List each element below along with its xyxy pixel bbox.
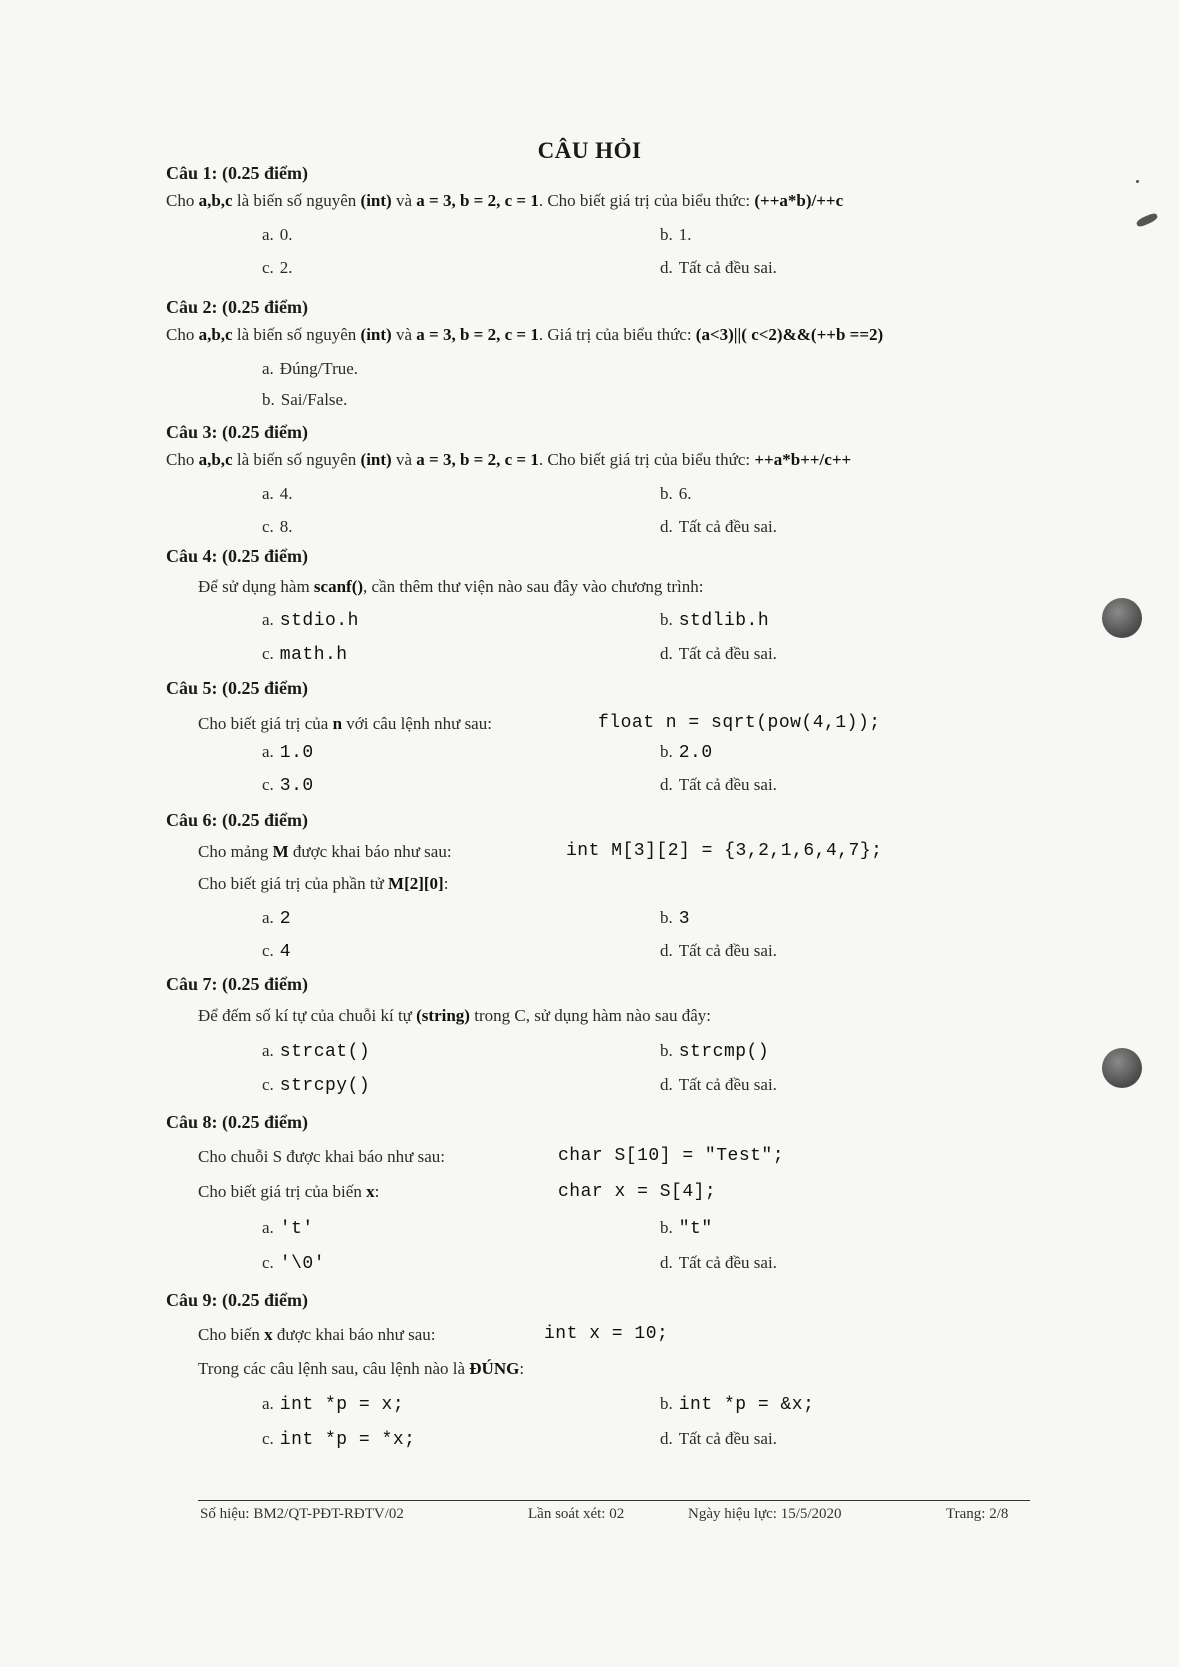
option-label: b.	[660, 908, 673, 927]
option-value: strcpy()	[279, 1076, 371, 1096]
option-value: strcmp()	[678, 1042, 770, 1062]
text-bold: a,b,c	[198, 450, 233, 469]
option-label: b.	[660, 484, 673, 503]
text-segment: và	[391, 191, 417, 210]
option-value: Tất cả đều sai.	[678, 1075, 777, 1094]
footer-document-code: Số hiệu: BM2/QT-PĐT-RĐTV/02	[200, 1506, 404, 1522]
punch-hole-mark	[1102, 1048, 1142, 1088]
option-value: Tất cả đều sai.	[678, 941, 777, 960]
code-snippet: char x = S[4];	[558, 1182, 717, 1202]
option-b[interactable]	[660, 742, 713, 763]
code-snippet: int M[3][2] = {3,2,1,6,4,7};	[566, 841, 883, 861]
option-value: 2.0	[678, 743, 713, 763]
question-heading: Câu 6: (0.25 điểm)	[166, 810, 308, 830]
text-segment: và	[391, 325, 417, 344]
option-label: d.	[660, 644, 673, 663]
text-segment: . Cho biết giá trị của biểu thức:	[538, 450, 755, 469]
option-label: c.	[262, 258, 274, 277]
text-segment: Cho	[166, 450, 199, 469]
option-value: int *p = x;	[279, 1395, 405, 1415]
option-label: d.	[660, 517, 673, 536]
code-snippet: int x = 10;	[544, 1324, 669, 1344]
option-label: a.	[262, 610, 274, 629]
option-label: b.	[660, 610, 673, 629]
option-value: 3.0	[279, 776, 314, 796]
option-c[interactable]	[262, 1253, 325, 1274]
option-label: d.	[660, 1075, 673, 1094]
question-heading: Câu 8: (0.25 điểm)	[166, 1112, 308, 1132]
question-text: Cho chuỗi S được khai báo như sau:	[198, 1147, 445, 1166]
code-snippet: float n = sqrt(pow(4,1));	[598, 713, 881, 733]
option-b[interactable]	[660, 908, 690, 929]
text-bold: a,b,c	[198, 325, 233, 344]
question-heading: Câu 5: (0.25 điểm)	[166, 678, 308, 698]
text-bold: (a<3)||( c<2)&&(++b ==2)	[695, 325, 884, 344]
option-label: d.	[660, 1253, 673, 1272]
option-value: 1.0	[279, 743, 314, 763]
question-text	[198, 714, 492, 734]
option-value: 6.	[678, 484, 692, 503]
question-heading: Câu 2: (0.25 điểm)	[166, 297, 308, 317]
option-label: a.	[262, 1394, 274, 1413]
question-heading: Câu 4: (0.25 điểm)	[166, 546, 308, 566]
option-d[interactable]	[660, 258, 777, 278]
option-d[interactable]	[660, 1253, 777, 1273]
option-label: a.	[262, 742, 274, 761]
page-title: CÂU HỎI	[537, 138, 642, 163]
option-b[interactable]	[660, 225, 692, 245]
text-segment: :	[519, 1359, 525, 1378]
question-heading: Câu 3: (0.25 điểm)	[166, 422, 308, 442]
option-value: math.h	[279, 645, 348, 665]
option-label: a.	[262, 1041, 274, 1060]
question-text	[198, 1325, 436, 1345]
text-segment: Để sử dụng hàm	[198, 577, 314, 596]
option-c[interactable]	[262, 258, 293, 278]
option-label: c.	[262, 1429, 274, 1448]
option-value: 8.	[279, 517, 293, 536]
text-bold: ++a*b++/c++	[754, 450, 852, 469]
option-value: 3	[678, 909, 691, 929]
text-segment: Cho biết giá trị của	[198, 714, 333, 733]
text-bold: x	[366, 1182, 375, 1201]
option-b[interactable]	[660, 610, 769, 631]
option-label: a.	[262, 908, 274, 927]
option-label: c.	[262, 775, 274, 794]
option-b[interactable]	[660, 1218, 713, 1239]
option-value: Tất cả đều sai.	[678, 258, 777, 277]
text-bold: n	[332, 714, 343, 733]
option-value: 2	[279, 909, 292, 929]
text-bold: ĐÚNG	[469, 1359, 520, 1378]
option-c[interactable]	[262, 644, 348, 665]
option-b[interactable]	[660, 484, 692, 504]
text-bold: a,b,c	[198, 191, 233, 210]
punch-hole-mark	[1102, 598, 1142, 638]
question-text	[198, 1359, 524, 1379]
option-b[interactable]	[660, 1041, 769, 1062]
text-bold: M[2][0]	[388, 874, 444, 893]
option-a[interactable]	[262, 359, 358, 379]
question-text	[166, 191, 843, 211]
option-c[interactable]	[262, 517, 293, 537]
question-text	[198, 874, 448, 894]
option-label: b.	[262, 390, 275, 409]
text-segment: Cho	[166, 191, 199, 210]
text-bold: (++a*b)/++c	[754, 191, 844, 210]
question-text	[198, 1006, 711, 1026]
option-label: b.	[660, 1041, 673, 1060]
option-label: a.	[262, 484, 274, 503]
option-label: d.	[660, 775, 673, 794]
text-segment: với câu lệnh như sau:	[342, 714, 492, 733]
footer-effective-date: Ngày hiệu lực: 15/5/2020	[688, 1506, 842, 1522]
option-value: Tất cả đều sai.	[678, 517, 777, 536]
code-snippet: char S[10] = "Test";	[558, 1146, 785, 1166]
option-a[interactable]	[262, 742, 314, 763]
option-value: Tất cả đều sai.	[678, 1429, 777, 1448]
option-value: Tất cả đều sai.	[678, 1253, 777, 1272]
option-label: a.	[262, 359, 274, 378]
text-segment: là biến số nguyên	[232, 325, 361, 344]
text-segment: được khai báo như sau:	[272, 1325, 436, 1344]
option-value: 't'	[279, 1219, 314, 1239]
question-text	[166, 450, 851, 470]
option-value: strcat()	[279, 1042, 371, 1062]
option-b[interactable]	[262, 390, 347, 410]
option-value: 2.	[279, 258, 293, 277]
text-bold: a = 3, b = 2, c = 1	[416, 325, 539, 344]
option-value: "t"	[678, 1219, 713, 1239]
option-d[interactable]	[660, 941, 777, 961]
question-heading: Câu 7: (0.25 điểm)	[166, 974, 308, 994]
question-text	[198, 842, 452, 862]
text-bold: (int)	[360, 450, 392, 469]
text-segment: . Giá trị của biểu thức:	[538, 325, 696, 344]
option-label: c.	[262, 941, 274, 960]
option-label: a.	[262, 225, 274, 244]
option-a[interactable]	[262, 225, 293, 245]
option-value: 1.	[678, 225, 692, 244]
option-c[interactable]	[262, 1075, 370, 1096]
option-value: 4	[279, 942, 292, 962]
option-d[interactable]	[660, 517, 777, 537]
text-segment: Cho biết giá trị của phần tử	[198, 874, 389, 893]
option-a[interactable]	[262, 484, 293, 504]
option-a[interactable]	[262, 908, 291, 929]
option-value: int *p = &x;	[678, 1395, 815, 1415]
option-a[interactable]	[262, 1218, 314, 1239]
option-label: b.	[660, 742, 673, 761]
text-segment: là biến số nguyên	[232, 191, 361, 210]
scan-speck	[1135, 212, 1158, 229]
question-text	[198, 1182, 379, 1202]
option-value: stdio.h	[279, 611, 359, 631]
question-text	[198, 577, 703, 597]
option-c[interactable]	[262, 775, 314, 796]
option-d[interactable]	[660, 644, 777, 664]
text-segment: là biến số nguyên	[232, 450, 361, 469]
option-c[interactable]	[262, 1429, 415, 1450]
text-segment: Để đếm số kí tự của chuỗi kí tự	[198, 1006, 417, 1025]
text-segment: trong C, sử dụng hàm nào sau đây:	[469, 1006, 712, 1025]
option-d[interactable]	[660, 775, 777, 795]
question-heading: Câu 9: (0.25 điểm)	[166, 1290, 308, 1310]
text-segment: và	[391, 450, 417, 469]
option-value: Đúng/True.	[279, 359, 359, 378]
option-label: d.	[660, 1429, 673, 1448]
option-a[interactable]	[262, 1041, 370, 1062]
option-label: c.	[262, 1253, 274, 1272]
text-segment: Cho biết giá trị của biến	[198, 1182, 367, 1201]
option-d[interactable]	[660, 1075, 777, 1095]
option-value: Tất cả đều sai.	[678, 644, 777, 663]
text-bold: scanf()	[313, 577, 364, 596]
option-label: c.	[262, 517, 274, 536]
text-bold: (int)	[360, 191, 392, 210]
option-value: 0.	[279, 225, 293, 244]
option-label: b.	[660, 1394, 673, 1413]
option-label: d.	[660, 258, 673, 277]
text-bold: a = 3, b = 2, c = 1	[416, 191, 539, 210]
option-b[interactable]	[660, 1394, 814, 1415]
option-a[interactable]	[262, 610, 359, 631]
text-segment: Cho biến	[198, 1325, 265, 1344]
option-value: stdlib.h	[678, 611, 770, 631]
scan-speck	[1136, 180, 1139, 183]
option-value: '\0'	[279, 1254, 326, 1274]
text-segment: Cho	[166, 325, 199, 344]
footer-revision: Lần soát xét: 02	[528, 1506, 625, 1522]
text-segment: Trong các câu lệnh sau, câu lệnh nào là	[198, 1359, 470, 1378]
text-segment: , cần thêm thư viện nào sau đây vào chương trình:	[363, 577, 704, 596]
text-segment: Cho mảng	[198, 842, 273, 861]
question-heading: Câu 1: (0.25 điểm)	[166, 163, 308, 183]
option-label: b.	[660, 225, 673, 244]
text-bold: (int)	[360, 325, 392, 344]
option-label: b.	[660, 1218, 673, 1237]
text-segment: :	[443, 874, 449, 893]
option-value: Sai/False.	[280, 390, 348, 409]
option-label: c.	[262, 1075, 274, 1094]
text-bold: x	[264, 1325, 273, 1344]
option-value: 4.	[279, 484, 293, 503]
question-text	[166, 325, 883, 345]
text-bold: M	[272, 842, 289, 861]
text-bold: (string)	[416, 1006, 470, 1025]
option-label: a.	[262, 1218, 274, 1237]
option-value: Tất cả đều sai.	[678, 775, 777, 794]
text-bold: a = 3, b = 2, c = 1	[416, 450, 539, 469]
footer-divider	[198, 1500, 1030, 1501]
text-segment: được khai báo như sau:	[288, 842, 452, 861]
option-a[interactable]	[262, 1394, 404, 1415]
option-c[interactable]	[262, 941, 291, 962]
option-label: c.	[262, 644, 274, 663]
option-d[interactable]	[660, 1429, 777, 1449]
text-segment: :	[374, 1182, 380, 1201]
option-label: d.	[660, 941, 673, 960]
option-value: int *p = *x;	[279, 1430, 416, 1450]
text-segment: . Cho biết giá trị của biểu thức:	[538, 191, 755, 210]
footer-page-number: Trang: 2/8	[946, 1506, 1009, 1522]
